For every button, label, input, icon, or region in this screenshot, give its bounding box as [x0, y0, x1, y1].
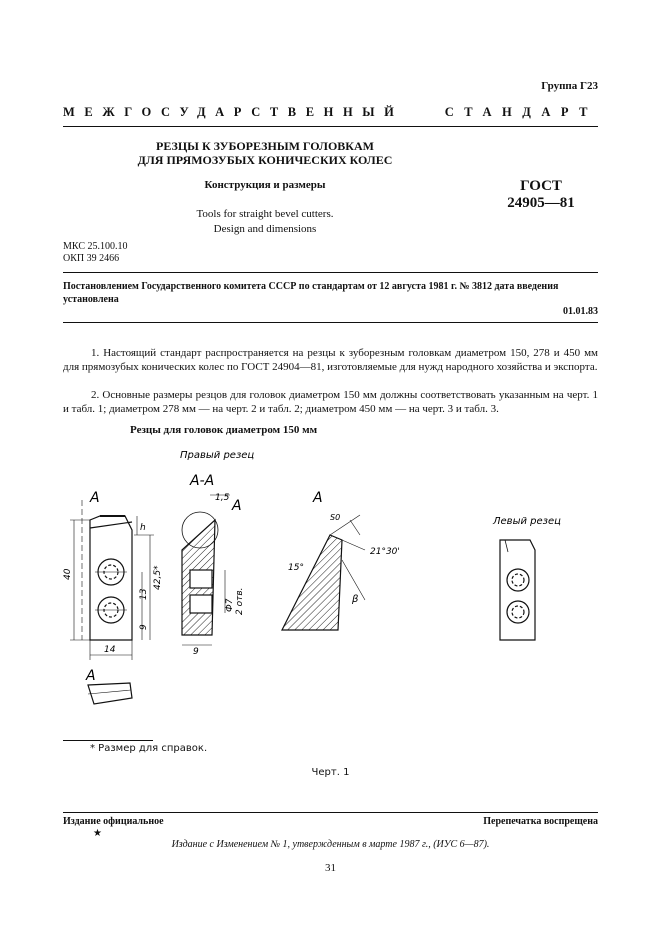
english-line-2: Design and dimensions	[213, 223, 317, 235]
dim-13: 13	[139, 588, 149, 600]
english-line-1: Tools for straight bevel cutters.	[196, 208, 334, 220]
reprint-notice: Перепечатка воспрещена	[483, 816, 598, 827]
bottom-rule	[63, 812, 598, 813]
page-number: 31	[325, 862, 336, 874]
dim-1-5: 1,5	[215, 493, 230, 503]
detail-a-label: А	[313, 490, 323, 506]
section-a-marker: А	[232, 498, 242, 514]
dim-phi7: Ф7	[225, 598, 235, 612]
english-title	[110, 207, 420, 237]
dim-9-section: 9	[193, 647, 199, 657]
document-subtitle: Конструкция и размеры	[204, 179, 326, 191]
technical-drawing	[60, 440, 600, 735]
codes-rule	[63, 272, 598, 273]
paragraph-2: 2. Основные размеры резцов для головок диаметром 150 мм должны соответствовать указанным на черт. 1 и табл. 1; диаметром 278 мм — на черт. 2 и табл. 2; диаметром 450 мм — на черт. 3 и табл. 3.	[63, 389, 598, 415]
dim-42-5: 42,5*	[153, 565, 163, 590]
dim-14: 14	[104, 645, 116, 655]
top-rule	[63, 126, 598, 127]
footnote: * Размер для справок.	[90, 743, 208, 754]
left-cutter-label: Левый резец	[493, 516, 561, 527]
angle-15: 15°	[288, 563, 304, 573]
effective-date: 01.01.83	[563, 306, 598, 317]
dim-9-left: 9	[139, 624, 149, 630]
star-mark: ★	[93, 828, 102, 839]
title-line-2: ДЛЯ ПРЯМОЗУБЫХ КОНИЧЕСКИХ КОЛЕС	[137, 153, 393, 167]
dim-s0: S0	[330, 513, 341, 522]
section-aa-label: А-А	[190, 473, 215, 489]
classification-codes	[63, 241, 127, 265]
title-line-1: РЕЗЦЫ К ЗУБОРЕЗНЫМ ГОЛОВКАМ	[156, 139, 374, 153]
dim-2-holes: 2 отв.	[235, 587, 245, 615]
view-a-arrow-label: А	[90, 490, 100, 506]
gost-number	[486, 178, 596, 212]
left-cutter-view	[500, 540, 535, 640]
view-a-small	[88, 683, 132, 704]
angle-21-30: 21°30'	[370, 547, 400, 557]
right-cutter-label: Правый резец	[180, 450, 255, 461]
section-aa	[182, 495, 230, 645]
dim-40: 40	[63, 568, 73, 580]
decree-rule	[63, 322, 598, 323]
section-title: Резцы для головок диаметром 150 мм	[130, 424, 318, 436]
okp-code: ОКП 39 2466	[63, 253, 120, 264]
gost-code: 24905—81	[507, 195, 575, 211]
document-title	[110, 139, 420, 167]
gost-label: ГОСТ	[520, 178, 562, 194]
dim-h: h	[140, 523, 146, 533]
angle-beta: β	[352, 594, 359, 605]
view-a-label: А	[86, 668, 96, 684]
standard-banner	[63, 105, 598, 120]
decree-text: Постановлением Государственного комитета СССР по стандартам от 12 августа 1981 г. № 3812 дата введения установлена	[63, 281, 559, 305]
banner-left: МЕЖГОСУДАРСТВЕННЫЙ	[63, 105, 404, 119]
figure-caption: Черт. 1	[311, 767, 350, 778]
official-edition: Издание официальное	[63, 816, 164, 827]
group-code: Группа Г23	[541, 80, 598, 92]
edition-note: Издание с Изменением № 1, утвержденным в марте 1987 г., (ИУС 6—87).	[171, 839, 490, 850]
mks-code: МКС 25.100.10	[63, 241, 128, 252]
banner-right: СТАНДАРТ	[444, 105, 598, 119]
paragraph-1: 1. Настоящий стандарт распространяется на резцы к зуборезным головкам диаметром 150, 278 и 450 мм для прямозубых конических колес по ГОСТ 24904—81, изготовляемые для нужд народного хозяйства и экспорта.	[63, 347, 598, 373]
footnote-rule	[63, 740, 153, 741]
